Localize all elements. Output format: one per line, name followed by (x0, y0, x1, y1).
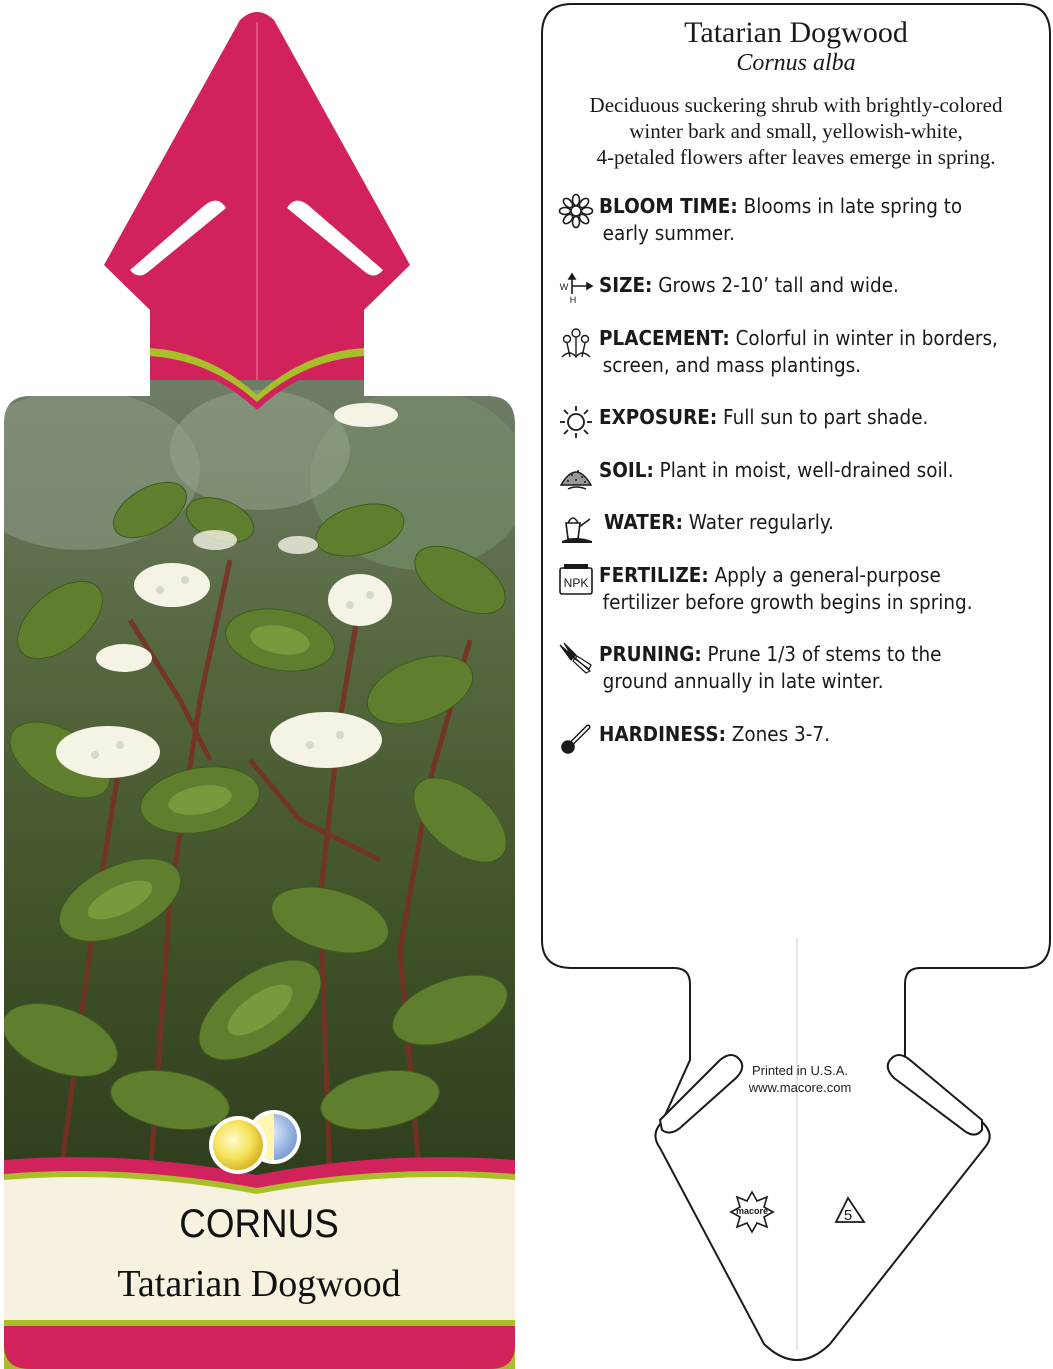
genus-name: CORNUS (179, 1202, 339, 1246)
attribute-text: Zones 3-7. (731, 722, 830, 746)
description-line: 4-petaled flowers after leaves emerge in spring. (596, 145, 996, 169)
attribute-text: Prune 1/3 of stems to the (707, 642, 942, 666)
attribute-text: Blooms in late spring to (743, 194, 963, 218)
latin-name: Cornus alba (736, 50, 856, 76)
attribute-text: Full sun to part shade. (723, 405, 929, 429)
attribute-text: Colorful in winter in borders, (735, 326, 998, 350)
size-arrows-icon (558, 272, 594, 308)
printed-in: Printed in U.S.A. (751, 1063, 849, 1078)
attribute-label: WATER: (604, 510, 683, 534)
attribute-label: EXPOSURE: (599, 405, 718, 429)
attribute-label: FERTILIZE: (599, 563, 709, 587)
attribute-label: PRUNING: (599, 642, 702, 666)
attribute-text: Water regularly. (688, 510, 835, 534)
svg-text:H: H (569, 295, 577, 305)
attribute-text-cont: ground annually in late winter. (602, 669, 884, 693)
plant-description (560, 92, 1032, 170)
attribute-text-cont: screen, and mass plantings. (602, 353, 862, 377)
back-title: Tatarian Dogwood (684, 16, 908, 49)
svg-text:W: W (559, 282, 569, 292)
description-line: Deciduous suckering shrub with brightly-colored (589, 93, 1003, 117)
common-name: Tatarian Dogwood (117, 1263, 401, 1305)
attribute-label: BLOOM TIME: (599, 194, 738, 218)
thermometer-icon (558, 721, 594, 757)
attribute-text: Plant in moist, well-drained soil. (659, 458, 954, 482)
attribute-label: SIZE: (599, 273, 653, 297)
watering-can-icon (558, 509, 594, 545)
soil-mound-icon (558, 457, 594, 493)
attribute-text-cont: fertilizer before growth begins in spring. (602, 590, 973, 614)
flower-icon (558, 193, 594, 229)
recycle-code: 5 (843, 1207, 853, 1224)
placement-plants-icon (558, 325, 594, 361)
macore-wordmark: macore (735, 1206, 769, 1216)
attribute-text: Grows 2-10’ tall and wide. (658, 273, 899, 297)
svg-text:NPK: NPK (563, 576, 589, 590)
attribute-label: PLACEMENT: (599, 326, 730, 350)
website-text: www.macore.com (748, 1080, 852, 1095)
attribute-label: HARDINESS: (599, 722, 726, 746)
pruning-shears-icon (558, 641, 594, 677)
fertilizer-bag-icon (558, 562, 594, 598)
description-line: winter bark and small, yellowish-white, (629, 119, 963, 143)
attribute-label: SOIL: (599, 458, 654, 482)
sun-icon (558, 404, 594, 440)
attribute-text: Apply a general-purpose (714, 563, 941, 587)
attribute-text-cont: early summer. (602, 221, 735, 245)
